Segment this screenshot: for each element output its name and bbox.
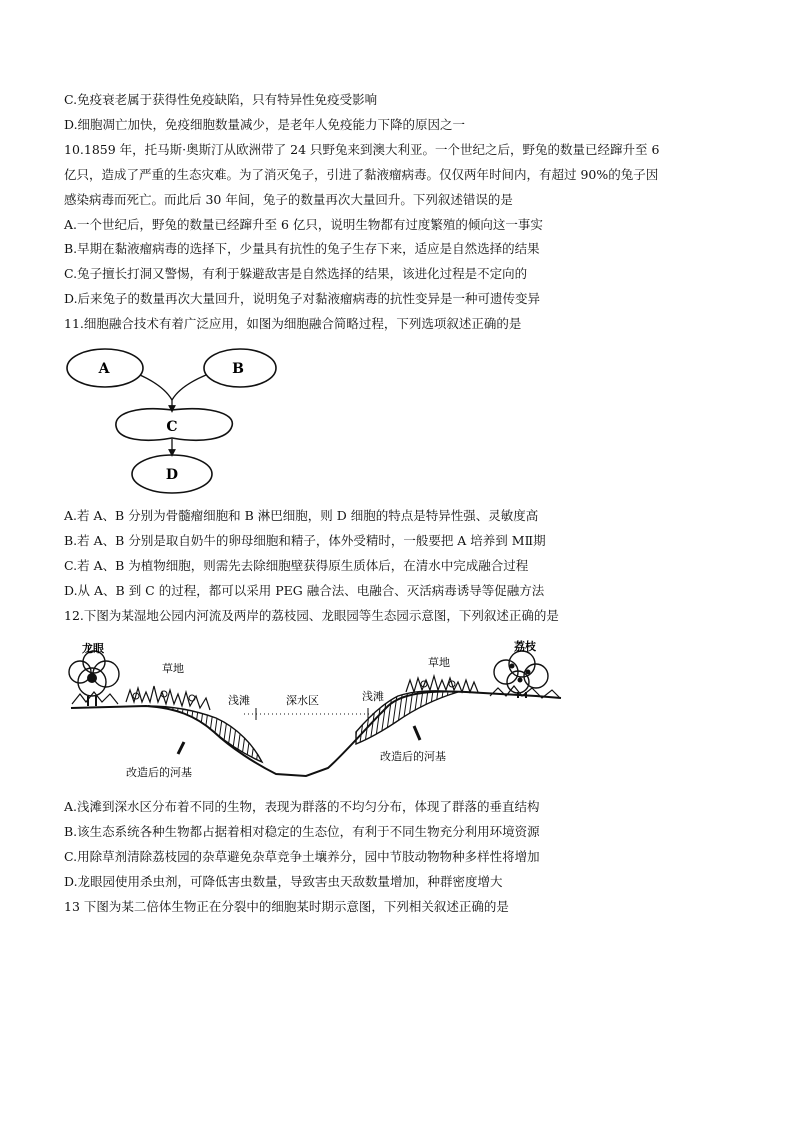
q9-option-c: C.免疫衰老属于获得性免疫缺陷，只有特异性免疫受影响 — [64, 92, 378, 107]
longan-tree — [69, 651, 119, 706]
label-litchi: 荔枝 — [514, 640, 536, 653]
cell-b-label: B — [232, 361, 244, 377]
q10-option-c: C.兔子擅长打洞又警惕，有利于躲避敌害是自然选择的结果，该进化过程是不定向的 — [64, 266, 528, 281]
label-grass-left: 草地 — [162, 662, 184, 675]
q12-stem: 12.下图为某湿地公园内河流及两岸的荔枝园、龙眼园等生态园示意图，下列叙述正确的是 — [64, 608, 559, 623]
fusion-line-a — [140, 375, 172, 400]
q11-option-b: B.若 A、B 分别是取自奶牛的卵母细胞和精子，体外受精时，一般要把 A 培养到 MⅡ期 — [64, 533, 546, 548]
wetland-park-figure — [66, 636, 566, 786]
cell-d-label: D — [165, 467, 179, 483]
bank-pointer-right — [414, 726, 420, 740]
q10-stem-line-2: 亿只，造成了严重的生态灾难。为了消灭兔子，引进了黏液瘤病毒。仅仅两年时间内，有超过 90%的兔子因 — [64, 167, 659, 182]
q11-stem: 11.细胞融合技术有着广泛应用，如图为细胞融合简略过程，下列选项叙述正确的是 — [64, 316, 522, 331]
fusion-line-b — [172, 375, 206, 400]
q11-option-d: D.从 A、B 到 C 的过程，都可以采用 PEG 融合法、电融合、灭活病毒诱导等促融方法 — [64, 583, 545, 598]
label-shoal-left: 浅滩 — [228, 694, 250, 707]
q12-option-c: C.用除草剂清除荔枝园的杂草避免杂草竞争土壤养分，园中节肢动物物种多样性将增加 — [64, 849, 540, 864]
q11-option-a: A.若 A、B 分别为骨髓瘤细胞和 B 淋巴细胞，则 D 细胞的特点是特异性强、灵敏度高 — [64, 508, 539, 523]
grass-right — [406, 676, 478, 692]
q13-stem: 13 下图为某二倍体生物正在分裂中的细胞某时期示意图，下列相关叙述正确的是 — [64, 899, 509, 914]
q10-stem-line-1: 10.1859 年，托马斯·奥斯汀从欧洲带了 24 只野兔来到澳大利亚。一个世纪之后，野兔的数量已经蹿升至 6 — [64, 142, 660, 157]
bank-pointer-left — [178, 742, 184, 754]
litchi-tree — [490, 651, 560, 698]
label-grass-right: 草地 — [428, 656, 450, 669]
label-longan: 龙眼 — [82, 642, 104, 655]
q10-option-d: D.后来兔子的数量再次大量回升，说明兔子对黏液瘤病毒的抗性变异是一种可遗传变异 — [64, 291, 541, 306]
q11-option-c: C.若 A、B 为植物细胞，则需先去除细胞壁获得原生质体后，在清水中完成融合过程 — [64, 558, 529, 573]
q12-option-b: B.该生态系统各种生物都占据着相对稳定的生态位，有利于不同生物充分利用环境资源 — [64, 824, 540, 839]
label-bank-right: 改造后的河基 — [380, 750, 446, 763]
q10-option-b: B.早期在黏液瘤病毒的选择下，少量具有抗性的兔子生存下来，适应是自然选择的结果 — [64, 241, 540, 256]
cell-fusion-diagram — [60, 342, 280, 497]
label-bank-left: 改造后的河基 — [126, 766, 192, 779]
cell-a-label: A — [98, 361, 110, 377]
q10-stem-line-3: 感染病毒而死亡。而此后 30 年间，兔子的数量再次大量回升。下列叙述错误的是 — [64, 192, 513, 207]
q12-option-d: D.龙眼园使用杀虫剂，可降低害虫数量，导致害虫天敌数量增加，种群密度增大 — [64, 874, 503, 889]
q9-option-d: D.细胞凋亡加快，免疫细胞数量减少，是老年人免疫能力下降的原因之一 — [64, 117, 466, 132]
label-shoal-right: 浅滩 — [362, 690, 384, 703]
q10-option-a: A.一个世纪后，野兔的数量已经蹿升至 6 亿只，说明生物都有过度繁殖的倾向这一事实 — [64, 217, 543, 232]
q12-option-a: A.浅滩到深水区分布着不同的生物，表现为群落的不均匀分布，体现了群落的垂直结构 — [64, 799, 540, 814]
cell-c-label: C — [166, 419, 178, 435]
label-deep-water: 深水区 — [286, 694, 319, 707]
